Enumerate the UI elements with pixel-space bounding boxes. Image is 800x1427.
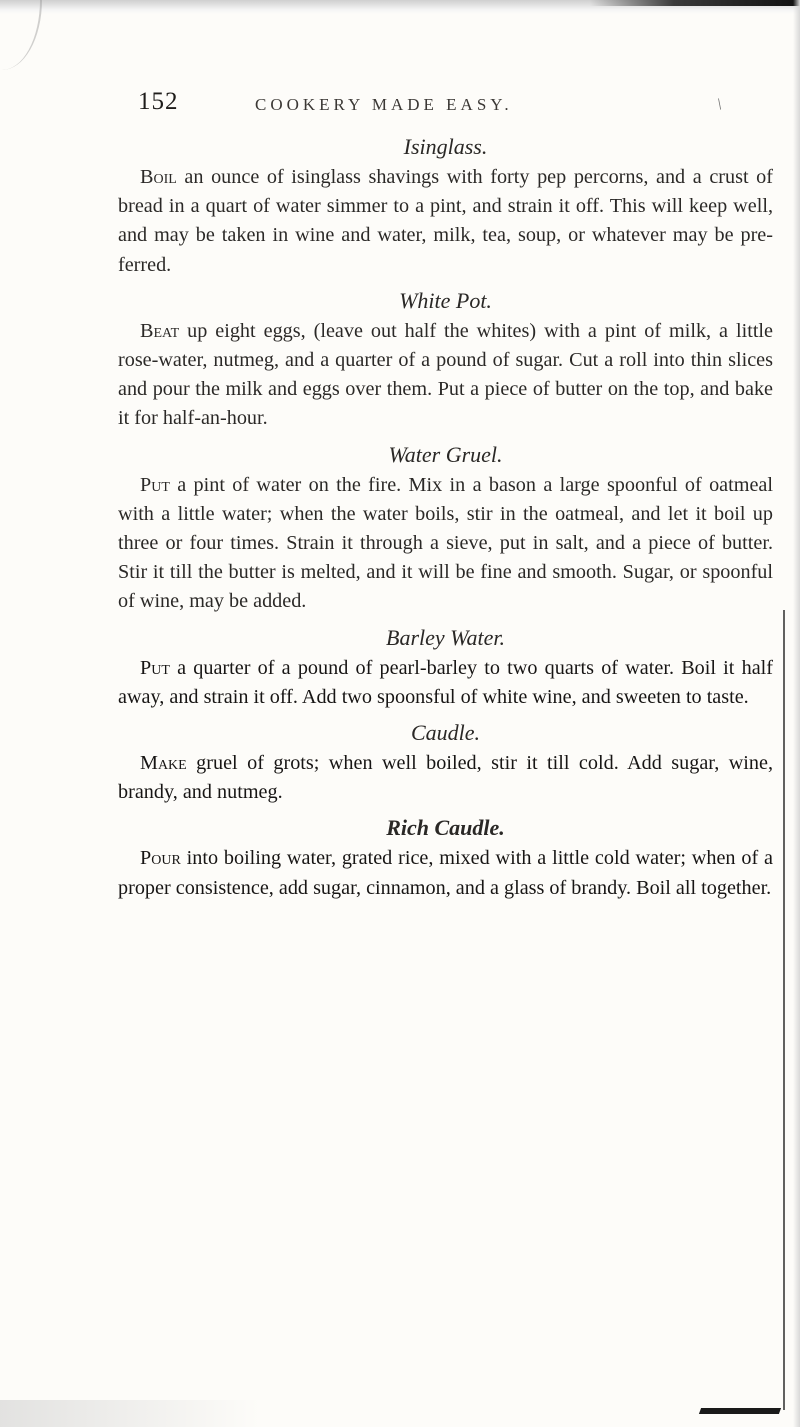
page-curl-mark — [0, 0, 42, 70]
recipe-text — [118, 844, 773, 902]
recipe-barley-water — [118, 623, 773, 712]
scan-right-shadow — [793, 0, 800, 1427]
recipe-lead-word: Boil — [140, 166, 177, 188]
recipe-water-gruel — [118, 440, 773, 617]
recipe-text — [118, 471, 773, 617]
recipe-lead-word: Put — [140, 473, 170, 496]
recipe-title: Rich Caudle. — [386, 815, 505, 841]
recipe-lead-word: Put — [140, 656, 170, 679]
recipe-text — [118, 749, 773, 807]
recipe-lead-word: Pour — [140, 847, 181, 870]
recipe-body: an ounce of isinglass shavings with forty pep percorns, and a crust of bread in a quart of water simmer to a pint, and strain it off. This will keep well, and may be taken in wine and water, milk, tea, soup, or whatever may be pre- ferred. — [118, 166, 773, 276]
recipe-rich-caudle — [118, 813, 773, 902]
scan-top-shadow — [590, 0, 800, 6]
recipe-lead-word: Beat — [140, 319, 180, 342]
recipe-title: Caudle. — [410, 720, 481, 746]
scan-bottom-mark — [699, 1408, 781, 1414]
recipe-white-pot — [118, 286, 773, 434]
recipe-body: gruel of grots; when well boiled, stir it till cold. Add sugar, wine, brandy, and nutmeg. — [118, 752, 773, 804]
pencil-tick-mark: / — [713, 96, 727, 114]
recipe-isinglass — [118, 132, 773, 280]
recipe-title: White Pot. — [399, 287, 492, 313]
recipe-title: Barley Water. — [386, 624, 505, 650]
recipe-caudle — [118, 718, 773, 807]
recipe-text — [118, 317, 773, 434]
scan-bottom-smudge — [0, 1400, 260, 1427]
recipe-title: Isinglass. — [403, 134, 488, 159]
recipe-body: a pint of water on the fire. Mix in a bason a large spoonful of oatmeal with a little water; when the water boils, stir in the oatmeal, and let it boil up three or four times. Strain it through a sieve, put in salt, and a piece of butter. Stir it till the butter is melted, and it will be fine and smooth. Sugar, or spoonful of wine, may be added. — [118, 473, 773, 613]
page-edge-line — [783, 610, 785, 1410]
recipe-body: a quarter of a pound of pearl-barley to two quarts of water. Boil it half away, and strain it off. Add two spoonsful of white wine, and sweeten to taste. — [118, 656, 773, 708]
recipe-lead-word: Make — [140, 752, 187, 775]
recipe-column — [118, 132, 773, 909]
running-title: COOKERY MADE EASY. — [255, 95, 513, 114]
recipe-text — [118, 654, 773, 712]
recipe-title: Water Gruel. — [388, 441, 503, 467]
recipe-text — [118, 163, 773, 280]
recipe-body: into boiling water, grated rice, mixed with a little cold water; when of a proper consistence, add sugar, cinnamon, and a glass of brandy. Boil all together. — [118, 847, 773, 899]
page-number: 152 — [138, 88, 179, 115]
recipe-body: up eight eggs, (leave out half the whites) with a pint of milk, a little rose-water, nutmeg, and a quarter of a pound of sugar. Cut a roll into thin slices and pour the milk and eggs over them. Put a piece of butter on the top, and bake it for half-an-hour. — [118, 319, 773, 430]
